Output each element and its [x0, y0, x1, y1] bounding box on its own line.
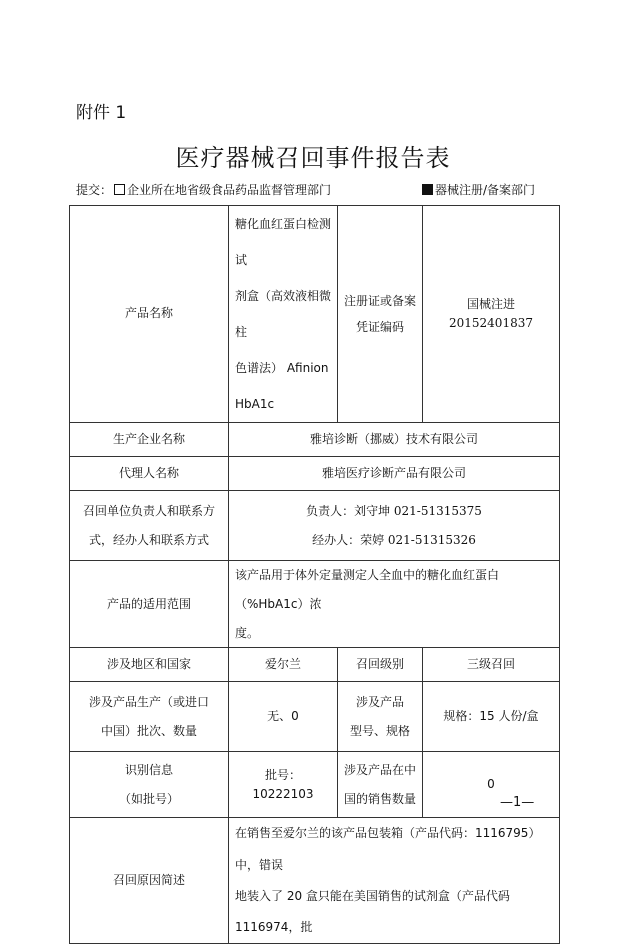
- scope-value: [229, 561, 560, 648]
- submit-line: [76, 181, 331, 198]
- level-label: 召回级别: [338, 648, 423, 682]
- registration-label: [338, 206, 423, 423]
- model-value: 规格：15 人份/盒: [423, 682, 560, 752]
- china-sales-label: [338, 752, 423, 818]
- model-label-line: 型号、规格: [349, 723, 410, 738]
- agent-value: 雅培医疗诊断产品有限公司: [229, 457, 560, 491]
- batch-label-line: 中国）批次、数量: [100, 723, 197, 738]
- table-row: [70, 206, 560, 423]
- id-label: [70, 752, 229, 818]
- table-row: [70, 457, 560, 491]
- dept-option-label: 器械注册/备案部门: [435, 183, 536, 197]
- submit-prefix: 提交：: [76, 183, 113, 197]
- table-row: [70, 752, 560, 818]
- region-label: 涉及地区和国家: [70, 648, 229, 682]
- china-sales-label-line: 国的销售数量: [344, 791, 417, 806]
- china-sales-value: 0: [423, 752, 560, 818]
- dept-line: [420, 181, 535, 198]
- checked-box-icon[interactable]: [422, 184, 433, 195]
- product-name-value: [229, 206, 338, 423]
- submit-option-label: 企业所在地省级食品药品监督管理部门: [127, 183, 332, 197]
- scope-line: 度。: [235, 625, 260, 640]
- contact-label-line: 召回单位负责人和联系方: [82, 503, 215, 518]
- reason-value: [229, 818, 560, 944]
- registration-label-line: 注册证或备案: [344, 293, 417, 308]
- manufacturer-value: 雅培诊断（挪威）技术有限公司: [229, 423, 560, 457]
- registration-value: 国械注进 20152401837: [423, 206, 560, 423]
- contact-handler: 经办人：荣婷 021-51315326: [312, 532, 476, 547]
- table-row: [70, 682, 560, 752]
- scope-line: 该产品用于体外定量测定人全血中的糖化血红蛋白（%HbA1c）浓: [235, 568, 500, 611]
- table-row: [70, 561, 560, 648]
- model-label: [338, 682, 423, 752]
- product-name-line: 色谱法） Afinion: [235, 361, 329, 375]
- table-row: [70, 648, 560, 682]
- batch-label: [70, 682, 229, 752]
- product-name-line: 糖化血红蛋白检测试: [235, 217, 332, 267]
- product-name-line: HbA1c: [235, 397, 275, 411]
- agent-label: 代理人名称: [70, 457, 229, 491]
- reason-line: 地装入了 20 盒只能在美国销售的试剂盒（产品代码 1116974，批: [235, 888, 510, 934]
- batch-label-line: 涉及产品生产（或进口: [88, 695, 209, 710]
- reason-label: 召回原因简述: [70, 818, 229, 944]
- table-row: [70, 423, 560, 457]
- scope-label: 产品的适用范围: [70, 561, 229, 648]
- level-value: 三级召回: [423, 648, 560, 682]
- contact-responsible: 负责人：刘守坤 021-51315375: [306, 503, 482, 518]
- product-name-line: 剂盒（高效液相微柱: [235, 289, 332, 339]
- page-title: 医疗器械召回事件报告表: [175, 144, 451, 172]
- id-label-line: 识别信息: [124, 763, 173, 778]
- table-row: [70, 491, 560, 561]
- id-value: 批号：10222103: [229, 752, 338, 818]
- contact-value: [229, 491, 560, 561]
- registration-label-line: 凭证编码: [355, 320, 404, 334]
- model-label-line: 涉及产品: [355, 695, 404, 710]
- reason-line: 在销售至爱尔兰的该产品包装箱（产品代码：1116795）中，错误: [235, 826, 541, 872]
- region-value: 爱尔兰: [229, 648, 338, 682]
- checkbox-icon[interactable]: [114, 184, 125, 195]
- page-number: —1—: [500, 795, 535, 810]
- product-name-label: 产品名称: [70, 206, 229, 423]
- contact-label: [70, 491, 229, 561]
- contact-label-line: 式，经办人和联系方式: [88, 532, 209, 547]
- attachment-label: 附件 1: [76, 103, 127, 123]
- id-label-line: （如批号）: [118, 791, 179, 806]
- china-sales-label-line: 涉及产品在中: [344, 763, 417, 778]
- recall-report-table: [69, 205, 560, 944]
- batch-value: 无、0: [229, 682, 338, 752]
- table-row: [70, 818, 560, 944]
- manufacturer-label: 生产企业名称: [70, 423, 229, 457]
